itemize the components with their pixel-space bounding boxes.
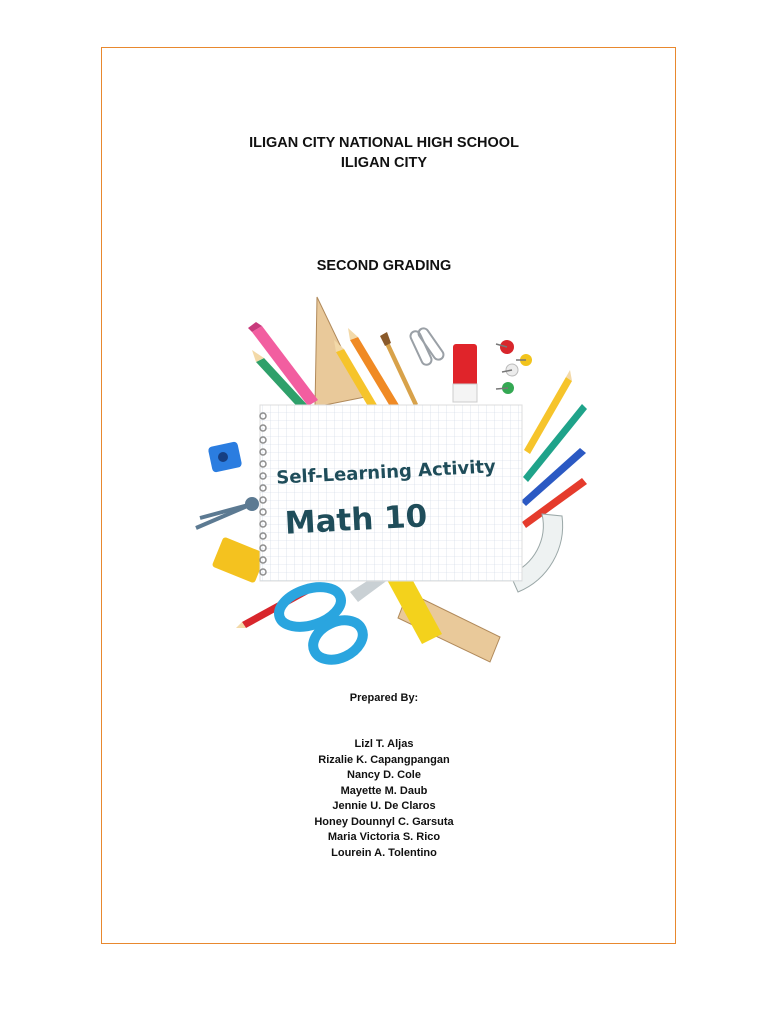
compass-icon xyxy=(196,499,257,528)
author-name: Mayette M. Daub xyxy=(340,784,428,797)
subject-title: Math 10 xyxy=(283,498,429,542)
grading-period: SECOND GRADING xyxy=(316,258,452,274)
author-name: Honey Dounnyl C. Garsuta xyxy=(314,815,454,828)
city-name: ILIGAN CITY xyxy=(340,155,428,171)
prepared-by-label: Prepared By: xyxy=(349,692,419,704)
author-name: Jennie U. De Claros xyxy=(332,800,436,812)
activity-title: Self-Learning Activity xyxy=(275,456,497,489)
notebook-icon xyxy=(260,405,522,581)
author-name: Lourein A. Tolentino xyxy=(331,846,437,859)
push-pin-icon xyxy=(496,340,532,394)
pencil-sharpener-icon xyxy=(208,441,243,473)
author-list xyxy=(0,737,768,861)
eraser-icon xyxy=(212,537,267,584)
paper-clip-icon xyxy=(409,326,446,366)
author-name: Rizalie K. Capangpangan xyxy=(318,753,450,766)
author-name: Lizl T. Aljas xyxy=(354,738,414,750)
school-supplies-illustration xyxy=(190,292,588,677)
glue-stick-icon xyxy=(453,344,477,402)
author-name: Nancy D. Cole xyxy=(347,769,421,781)
school-name: ILIGAN CITY NATIONAL HIGH SCHOOL xyxy=(249,135,519,151)
author-name: Maria Victoria S. Rico xyxy=(327,831,441,843)
colored-pencils-icon xyxy=(521,370,587,528)
